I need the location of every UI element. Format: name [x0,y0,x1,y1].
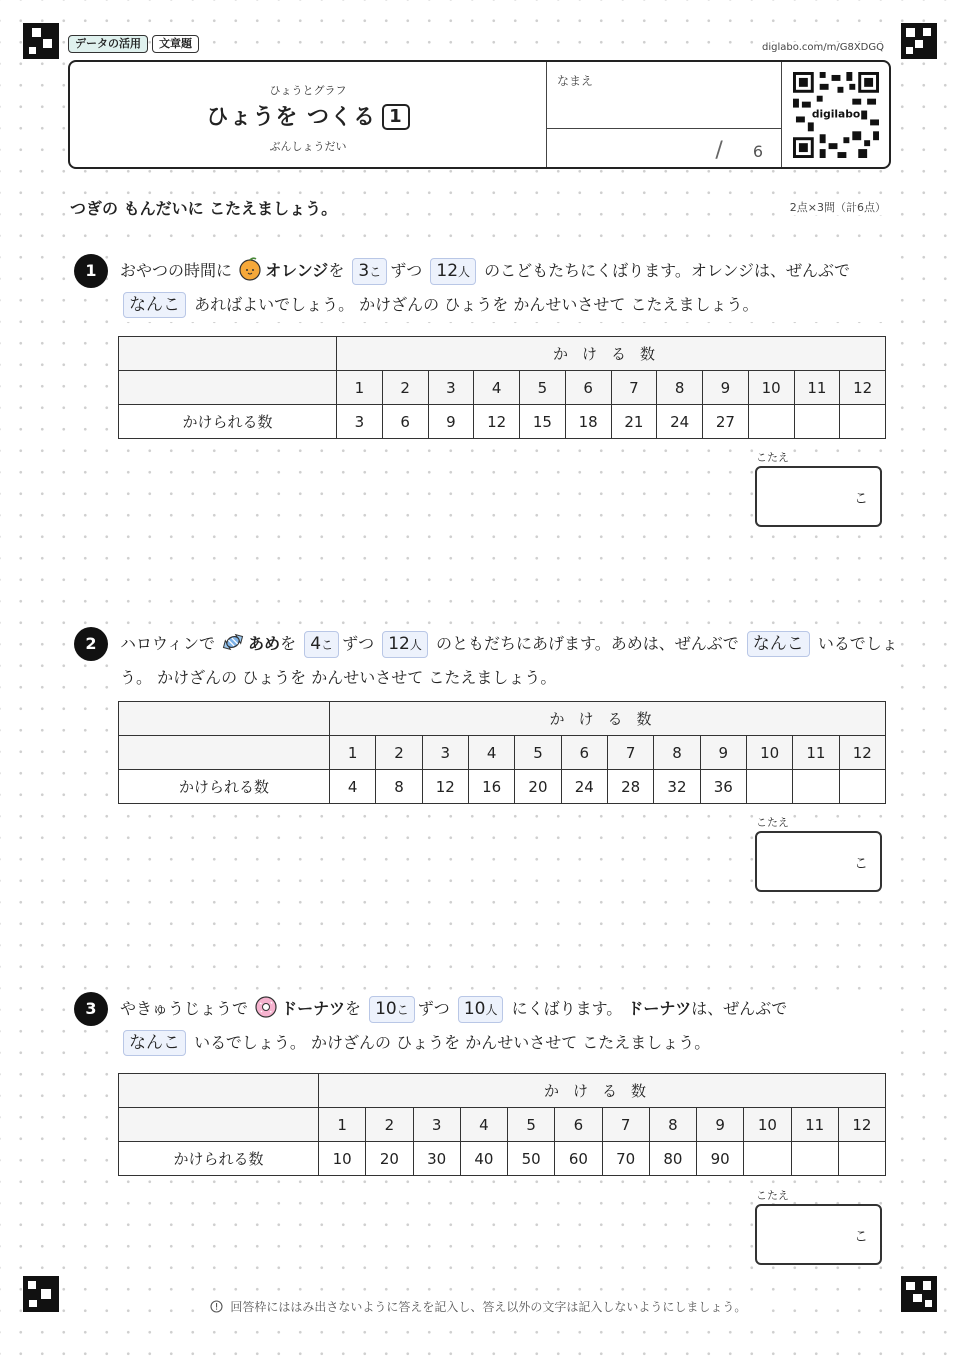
q2-chip-people-value: 12 [388,634,410,654]
question-number-3: 3 [74,992,108,1026]
q1-chip-quantity [352,258,387,285]
q1-text-c: ずつ [390,261,423,280]
title-number: 1 [382,104,410,130]
product-cell: 24 [561,770,607,804]
q3-text-c: ずつ [417,999,450,1018]
multiplier-cell: 7 [611,371,657,405]
product-cell: 28 [607,770,653,804]
multiplier-cell: 3 [422,736,468,770]
q3-text-b: を [344,999,361,1018]
table-corner [119,337,337,371]
product-cell: 27 [703,405,749,439]
row-label: かけられる数 [119,405,337,439]
multiplier-cell: 10 [748,371,794,405]
row-label: かけられる数 [119,770,330,804]
multiplier-cell: 8 [654,736,700,770]
multiplier-cell: 1 [337,371,383,405]
product-cell: 40 [460,1142,507,1176]
table-corner [119,736,330,770]
table-header: かける数 [319,1074,886,1108]
multiplication-table-2 [118,701,886,804]
multiplier-cell: 4 [468,736,514,770]
product-cell: 20 [366,1142,413,1176]
corner-marker-top-right [901,23,937,59]
table-header: かける数 [330,702,886,736]
blank-cell[interactable] [840,405,886,439]
product-cell: 32 [654,770,700,804]
multiplier-cell: 7 [602,1108,649,1142]
answer-label-2: こたえ [756,816,789,829]
multiplier-cell: 10 [744,1108,791,1142]
q2-chip-people-unit: 人 [409,638,422,652]
q2-chip-how-many: なんこ [747,631,810,657]
subtitle-bottom: ぶんしょうだい [269,140,347,153]
multiplier-cell: 10 [746,736,792,770]
multiplier-row [119,1108,886,1142]
product-cell: 4 [330,770,376,804]
product-cell: 18 [565,405,611,439]
product-row [119,405,886,439]
page-title [70,100,546,131]
multiplier-cell: 1 [319,1108,366,1142]
blank-cell[interactable] [791,1142,838,1176]
score-total: 6 [752,142,763,161]
blank-cell[interactable] [748,405,794,439]
multiplication-table-3 [118,1073,886,1176]
multiplier-cell: 12 [838,1108,885,1142]
corner-marker-top-left [23,23,59,59]
q3-chip-people-value: 10 [463,999,486,1019]
q1-text-a: おやつの時間に [120,261,233,280]
row-label: かけられる数 [119,1142,319,1176]
multiplier-row [119,736,886,770]
q2-text-d: のともだちにあげます。あめは、ぜんぶで [435,634,739,653]
answer-box-2[interactable] [755,831,882,892]
table-corner [119,1074,319,1108]
page-title-text: ひょうを つくる [206,105,377,130]
qr-code-icon[interactable] [793,72,879,158]
q1-chip-quantity-value: 3 [358,261,370,281]
instruction: つぎの もんだいに こたえましょう。 [70,196,337,219]
product-cell: 80 [649,1142,696,1176]
product-cell: 50 [508,1142,555,1176]
q2-text-c: ずつ [342,634,375,653]
answer-unit: こ [854,491,868,507]
multiplication-table-1 [118,336,886,439]
q3-item: ドーナツ [281,999,345,1018]
table-header: かける数 [337,337,886,371]
q1-chip-people-value: 12 [436,261,459,281]
q1-text-e: あればよいでしょう。 かけざんの ひょうを かんせいさせて こたえましょう。 [194,295,759,314]
multiplier-cell: 8 [649,1108,696,1142]
q3-chip-how-many: なんこ [123,1030,186,1056]
answer-unit: こ [854,1229,868,1245]
q3-text-d: にくばります。 [511,999,623,1018]
blank-cell[interactable] [744,1142,791,1176]
q2-text-b: を [280,634,297,653]
multiplier-cell: 12 [840,371,886,405]
multiplier-cell: 11 [793,736,839,770]
multiplier-cell: 5 [508,1108,555,1142]
name-label: なまえ [557,74,594,88]
title-area [70,62,546,167]
q2-item: あめ [248,634,281,653]
question-text-2 [120,627,900,695]
worksheet-header [68,60,891,169]
multiplier-cell: 8 [657,371,703,405]
multiplier-cell: 5 [520,371,566,405]
subtitle-top: ひょうとグラフ [269,84,347,97]
q3-text-e: いるでしょう。 かけざんの ひょうを かんせいさせて こたえましょう。 [194,1033,711,1052]
multiplier-cell: 6 [565,371,611,405]
q2-chip-quantity [304,631,339,658]
multiplier-cell: 9 [700,736,746,770]
q3-chip-people [458,996,504,1023]
multiplier-cell: 4 [460,1108,507,1142]
score-area [715,138,763,163]
q1-text-d: のこどもたちにくばります。オレンジは、ぜんぶで [484,261,851,280]
multiplier-cell: 12 [839,736,885,770]
product-cell: 70 [602,1142,649,1176]
info-icon [210,1300,223,1313]
table-corner [119,371,337,405]
product-cell: 3 [337,405,383,439]
orange-icon [237,256,263,282]
name-divider [547,128,781,129]
product-cell: 12 [474,405,520,439]
q1-text-b: を [328,261,345,280]
multiplier-cell: 1 [330,736,376,770]
product-cell: 24 [657,405,703,439]
multiplier-cell: 4 [474,371,520,405]
q1-item: オレンジ [265,261,329,280]
product-cell: 10 [319,1142,366,1176]
product-cell: 15 [520,405,566,439]
points-info: 2点×3問（計6点） [789,201,886,214]
q2-chip-quantity-value: 4 [310,634,322,654]
q1-chip-people [430,258,476,285]
name-area[interactable] [546,62,782,167]
score-slash: / [715,138,723,163]
answer-unit: こ [854,856,868,872]
multiplier-cell: 9 [697,1108,744,1142]
product-cell: 12 [422,770,468,804]
q3-chip-quantity [369,996,415,1023]
multiplier-cell: 11 [791,1108,838,1142]
product-cell: 21 [611,405,657,439]
tag-word-problem: 文章題 [152,35,199,53]
product-cell: 30 [413,1142,460,1176]
multiplier-cell: 2 [382,371,428,405]
blank-cell[interactable] [794,405,840,439]
multiplier-cell: 2 [376,736,422,770]
product-cell: 6 [382,405,428,439]
multiplier-cell: 9 [703,371,749,405]
multiplier-cell: 11 [794,371,840,405]
product-cell: 20 [515,770,561,804]
answer-label-3: こたえ [756,1189,789,1202]
question-text-3 [120,992,900,1060]
multiplier-cell: 3 [428,371,474,405]
answer-box-1[interactable] [755,466,882,527]
q3-item-2: ドーナツ [627,999,692,1018]
answer-label-1: こたえ [756,451,789,464]
multiplier-cell: 2 [366,1108,413,1142]
multiplier-cell: 7 [607,736,653,770]
q2-text-a: ハロウィンで [120,634,216,653]
table-corner [119,1108,319,1142]
blank-cell[interactable] [838,1142,885,1176]
product-row [119,1142,886,1176]
product-cell: 36 [700,770,746,804]
question-number-2: 2 [74,627,108,661]
multiplier-cell: 5 [515,736,561,770]
q3-chip-people-unit: 人 [485,1003,498,1017]
product-cell: 8 [376,770,422,804]
product-cell: 16 [468,770,514,804]
multiplier-row [119,371,886,405]
multiplier-cell: 3 [413,1108,460,1142]
multiplier-cell: 6 [561,736,607,770]
footer-note-text: 回答枠にははみ出さないように答えを記入し、答え以外の文字は記入しないようにしましょう。 [226,1300,750,1314]
product-cell: 60 [555,1142,602,1176]
candy-icon [220,629,246,655]
table-corner [119,702,330,736]
answer-box-3[interactable] [755,1204,882,1265]
product-cell: 90 [697,1142,744,1176]
q2-chip-quantity-unit: こ [321,638,334,652]
site-url: diglabo.com/m/G8XDGQ [762,42,884,53]
q2-chip-people [382,631,428,658]
question-number-1: 1 [74,254,108,288]
donut-icon [253,994,279,1020]
question-text-1 [120,254,900,322]
product-row [119,770,886,804]
product-cell: 9 [428,405,474,439]
blank-cell[interactable] [746,770,792,804]
blank-cell[interactable] [793,770,839,804]
footer-note [0,1298,960,1315]
multiplier-cell: 6 [555,1108,602,1142]
q3-text-d2: は、ぜんぶで [691,999,788,1018]
category-tags [68,35,199,53]
tag-data: データの活用 [68,35,148,53]
q1-chip-how-many: なんこ [123,292,186,318]
q3-chip-quantity-value: 10 [375,999,397,1019]
q1-chip-quantity-unit: こ [369,265,382,279]
q3-chip-quantity-unit: こ [396,1003,409,1017]
q3-text-a: やきゅうじょうで [120,999,249,1018]
q1-chip-people-unit: 人 [458,265,471,279]
blank-cell[interactable] [839,770,885,804]
qr-label: digilabo [811,107,861,121]
q2-text-e: いるでしょう。 かけざんの ひょうを かんせいさせて こたえましょう。 [120,634,898,687]
